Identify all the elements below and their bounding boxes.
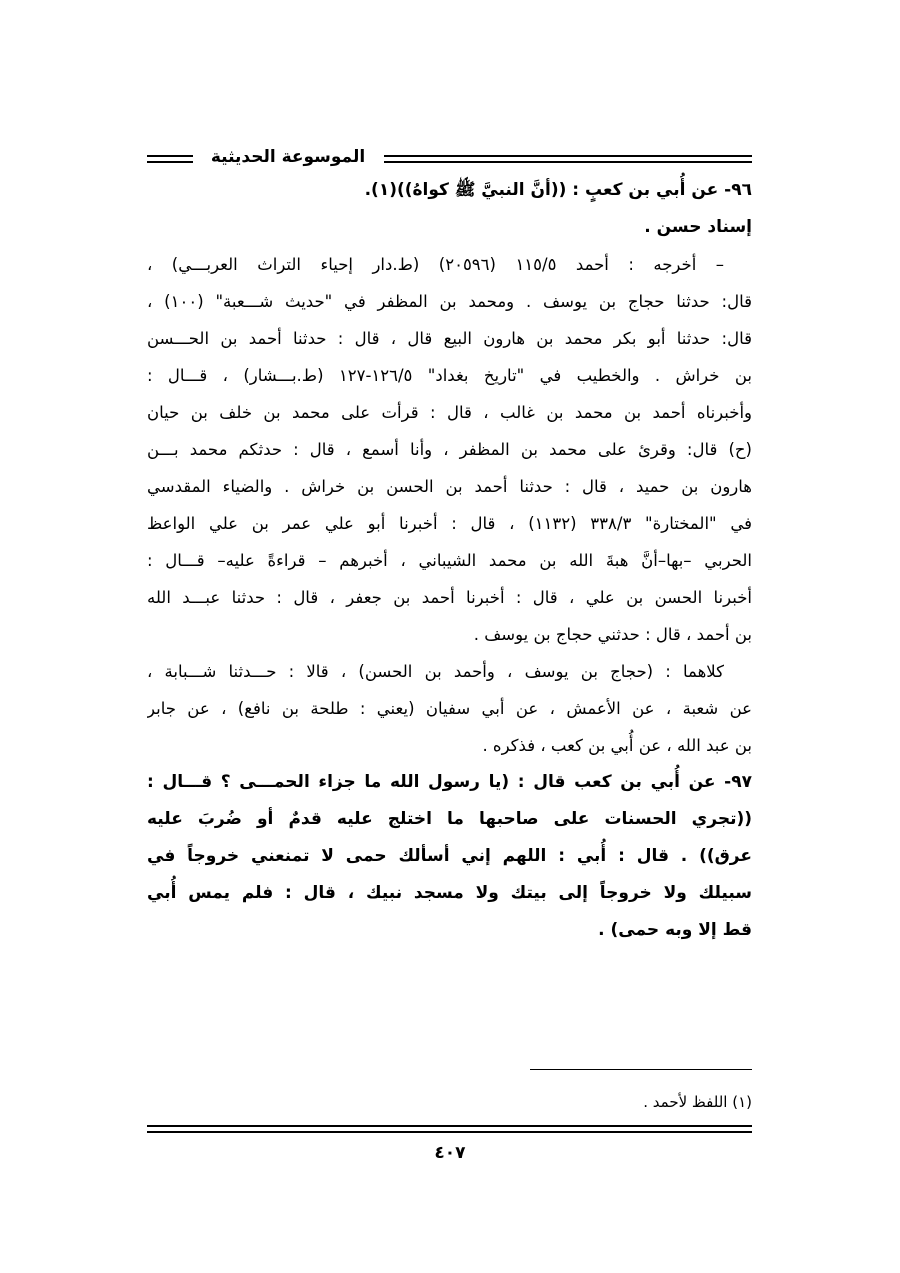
hadith-96-heading: ٩٦- عن أُبي بن كعبٍ : ((أنَّ النبيَّ ﷺ كواهُ))(١). [364, 180, 752, 200]
hadith-97-line: ((تجري الحسنات على صاحبها ما اختلج عليه قدمٌ أو ضُربَ عليه [147, 809, 752, 829]
text-line: في "المختارة" ٣٣٨/٣ (١١٣٢) ، قال : أخبرنا أبو علي عمر بن علي الواعظ [147, 514, 752, 533]
header-rule-left [147, 155, 193, 163]
hadith-97-line: عرق)) . قال : أُبي : اللهم إني أسألك حمى لا تمنعني خروجاً في [147, 846, 752, 866]
text-line: بن أحمد ، قال : حدثني حجاج بن يوسف . [473, 625, 752, 644]
footnote-separator [530, 1069, 752, 1070]
header-rule-right [384, 155, 752, 163]
page-number: ٤٠٧ [434, 1143, 466, 1163]
text-line: بن خراش . والخطيب في "تاريخ بغداد" ١٢٦/٥-١٢٧ (ط.بـــشار) ، قـــال : [147, 366, 752, 385]
footnote: (١) اللفظ لأحمد . [643, 1093, 752, 1111]
text-line: (ح) قال: وقرئ على محمد بن المظفر ، وأنا أسمع ، قال : حدثكم محمد بـــن [147, 440, 752, 459]
text-line: كلاهما : (حجاج بن يوسف ، وأحمد بن الحسن) ، قالا : حـــدثنا شـــبابة ، [147, 662, 724, 681]
text-line: عن شعبة ، عن الأعمش ، عن أبي سفيان (يعني : طلحة بن نافع) ، عن جابر [147, 699, 752, 718]
text-line: الحربي –بها–أنَّ هبةَ الله بن محمد الشيباني ، أخبرهم – قراءةً عليه– قـــال : [147, 551, 752, 570]
hadith-97-line: قط إلا وبه حمى) . [598, 920, 752, 940]
footer-rule [147, 1125, 752, 1133]
text-line: أخبرنا الحسن بن علي ، قال : أخبرنا أحمد بن جعفر ، قال : حدثنا عبـــد الله [147, 588, 752, 607]
main-text [147, 172, 752, 949]
text-line: قال: حدثنا حجاج بن يوسف . ومحمد بن المظفر في "حديث شـــعبة" (١٠٠) ، [147, 292, 752, 311]
hadith-97-line: ٩٧- عن أُبي بن كعب قال : (يا رسول الله ما جزاء الحمـــى ؟ قـــال : [147, 772, 752, 792]
hadith-97-line: سبيلك ولا خروجاً إلى بيتك ولا مسجد نبيك ، قال : فلم يمس أُبي [147, 883, 752, 903]
header-title: الموسوعة الحديثية [210, 147, 366, 167]
isnad-grade: إسناد حسن . [644, 217, 752, 237]
text-line: وأخبرناه أحمد بن محمد بن غالب ، قال : قرأت على محمد بن خلف بن حيان [147, 403, 752, 422]
text-line: قال: حدثنا أبو بكر محمد بن هارون البيع قال ، قال : حدثنا أحمد بن الحـــسن [147, 329, 752, 348]
text-line: – أخرجه : أحمد ١١٥/٥ (٢٠٥٩٦) (ط.دار إحياء التراث العربـــي) ، [147, 255, 725, 274]
text-line: هارون بن حميد ، قال : حدثنا أحمد بن الحسن بن خراش . والضياء المقدسي [147, 477, 752, 496]
text-line: بن عبد الله ، عن أُبي بن كعب ، فذكره . [482, 736, 752, 755]
running-header [147, 143, 752, 173]
